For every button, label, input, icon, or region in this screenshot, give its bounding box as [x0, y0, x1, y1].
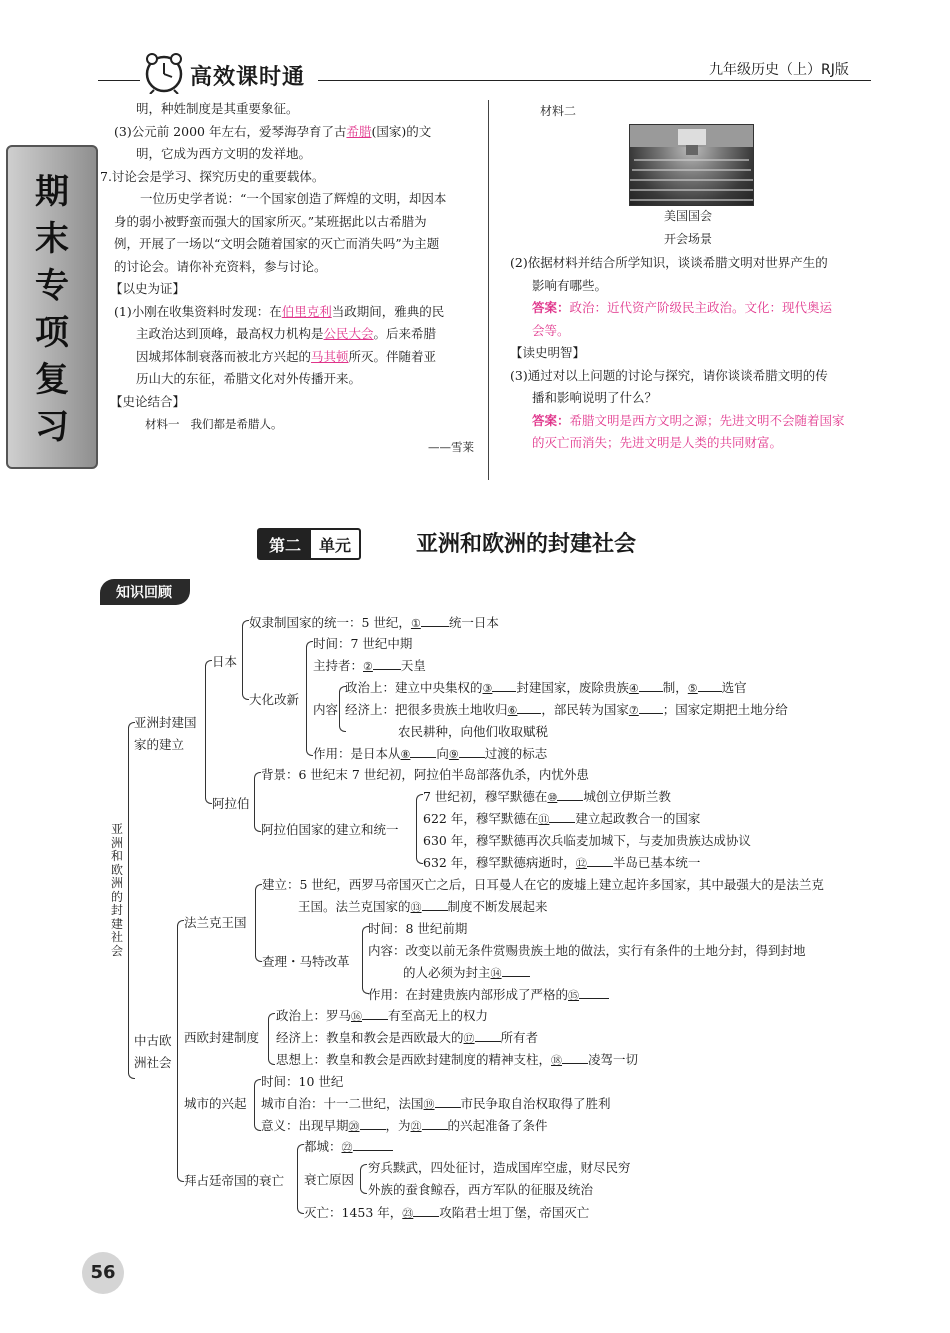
side-tab	[6, 145, 98, 469]
node-city: 城市的兴起	[184, 1096, 247, 1111]
japan-unify: 奴隶制国家的统一：5 世纪，① 统一日本	[249, 615, 499, 630]
unit-number: 第二	[259, 530, 311, 558]
node-byzantine: 拜占廷帝国的衰亡	[184, 1173, 285, 1188]
tab-char: 专	[35, 266, 69, 306]
tab-char: 末	[35, 219, 69, 259]
page-number: 56	[82, 1252, 124, 1294]
congress-photo	[629, 124, 754, 206]
answer-3: 答案：希腊文明是西方文明之源；先进文明不会随着国家	[532, 412, 845, 428]
header-rule-right	[318, 80, 871, 81]
left-column	[100, 98, 480, 458]
question-2: (2)依据材料并结合所学知识，谈谈希腊文明对世界产生的	[510, 255, 828, 270]
photo-caption: 开会场景	[664, 232, 713, 246]
brand-title: 高效课时通	[190, 65, 306, 90]
node-asia: 亚洲封建国	[134, 715, 197, 730]
photo-caption: 美国国会	[664, 209, 713, 223]
text-line: 明，它成为西方文明的发祥地。	[136, 146, 312, 161]
question-3: (3)通过对以上问题的讨论与探究，请你谈谈希腊文明的传	[510, 367, 828, 383]
node-japan: 日本	[212, 654, 238, 669]
section-heading: 【以史为证】	[110, 281, 186, 296]
material-2-label: 材料二	[540, 104, 577, 118]
unit-title: 亚洲和欧洲的封建社会	[416, 532, 637, 557]
tab-char: 习	[35, 407, 69, 447]
node-frank: 法兰克王国	[184, 915, 247, 930]
node-arab: 阿拉伯	[212, 796, 250, 811]
section-tag: 知识回顾	[100, 579, 190, 605]
text-line: 明，种姓制度是其重要象征。	[136, 101, 299, 116]
text-line: (1)小刚在收集资料时发现：在伯里克利当政期间，雅典的民	[114, 303, 445, 319]
unit-badge	[257, 528, 361, 560]
answer-greece: 希腊	[346, 123, 372, 139]
text-line: 例，开展了一场以“文明会随着国家的灭亡而消失吗”为主题	[114, 236, 440, 251]
node-europe: 中古欧	[134, 1033, 172, 1048]
text-line: 身的弱小被野蛮而强大的国家所灭。”某班据此以古希腊为	[114, 213, 427, 229]
text-line: 的讨论会。请你补充资料，参与讨论。	[114, 258, 327, 274]
answer-2: 答案：政治：近代资产阶级民主政治。文化：现代奥运	[532, 300, 833, 315]
material-1: 材料一 我们都是希腊人。	[145, 417, 283, 431]
node-feudal: 西欧封建制度	[184, 1030, 260, 1045]
section-heading: 【读史明智】	[510, 345, 586, 360]
text-line: 历山大的东征，希腊文化对外传播开来。	[136, 371, 362, 386]
column-divider	[488, 100, 489, 480]
unit-label: 单元	[319, 536, 352, 555]
tab-char: 期	[35, 172, 69, 212]
question-7: 7.讨论会是学习、探究历史的重要载体。	[100, 168, 325, 184]
section-heading: 【史论结合】	[110, 393, 186, 409]
text-line: 主政治达到顶峰，最高权力机构是公民大会。后来希腊	[136, 326, 437, 341]
tree-root: 亚 洲 和 欧 洲 的 封 建 社 会	[110, 822, 123, 958]
header-rule-left	[98, 80, 140, 81]
book-title: 九年级历史（上）RJ版	[709, 62, 849, 78]
tab-char: 项	[35, 313, 69, 353]
material-1-source: ——雪莱	[428, 439, 474, 454]
node-taika: 大化改新	[249, 692, 300, 707]
tab-char: 复	[35, 360, 69, 400]
text-line: 一位历史学者说：“一个国家创造了辉煌的文明，却因本	[140, 191, 447, 206]
node-europe-2: 洲社会	[134, 1055, 172, 1070]
text-line: 因城邦体制衰落而被北方兴起的马其顿所灭。伴随着亚	[136, 348, 437, 364]
clock-logo-icon	[142, 50, 186, 94]
right-column: (2)依据材料并结合所学知识，谈谈希腊文明对世界产生的 影响有哪些。 答案：政治：近代资产阶级民主政治。文化：现代奥运 会等。 【读史明智】 (3)通过对以上问题的讨论与探究，请你谈谈希腊文明的传 播和影响说明了什么？ 答案：希腊文明是西方文明之源；先进文明不会随着国家 的灭亡而消失；先进文明是人类的共同财富。	[510, 252, 880, 455]
node-asia-2: 家的建立	[134, 737, 185, 752]
text-line: (3)公元前 2000 年左右，爱琴海孕育了古希腊(国家)的文	[114, 123, 432, 139]
